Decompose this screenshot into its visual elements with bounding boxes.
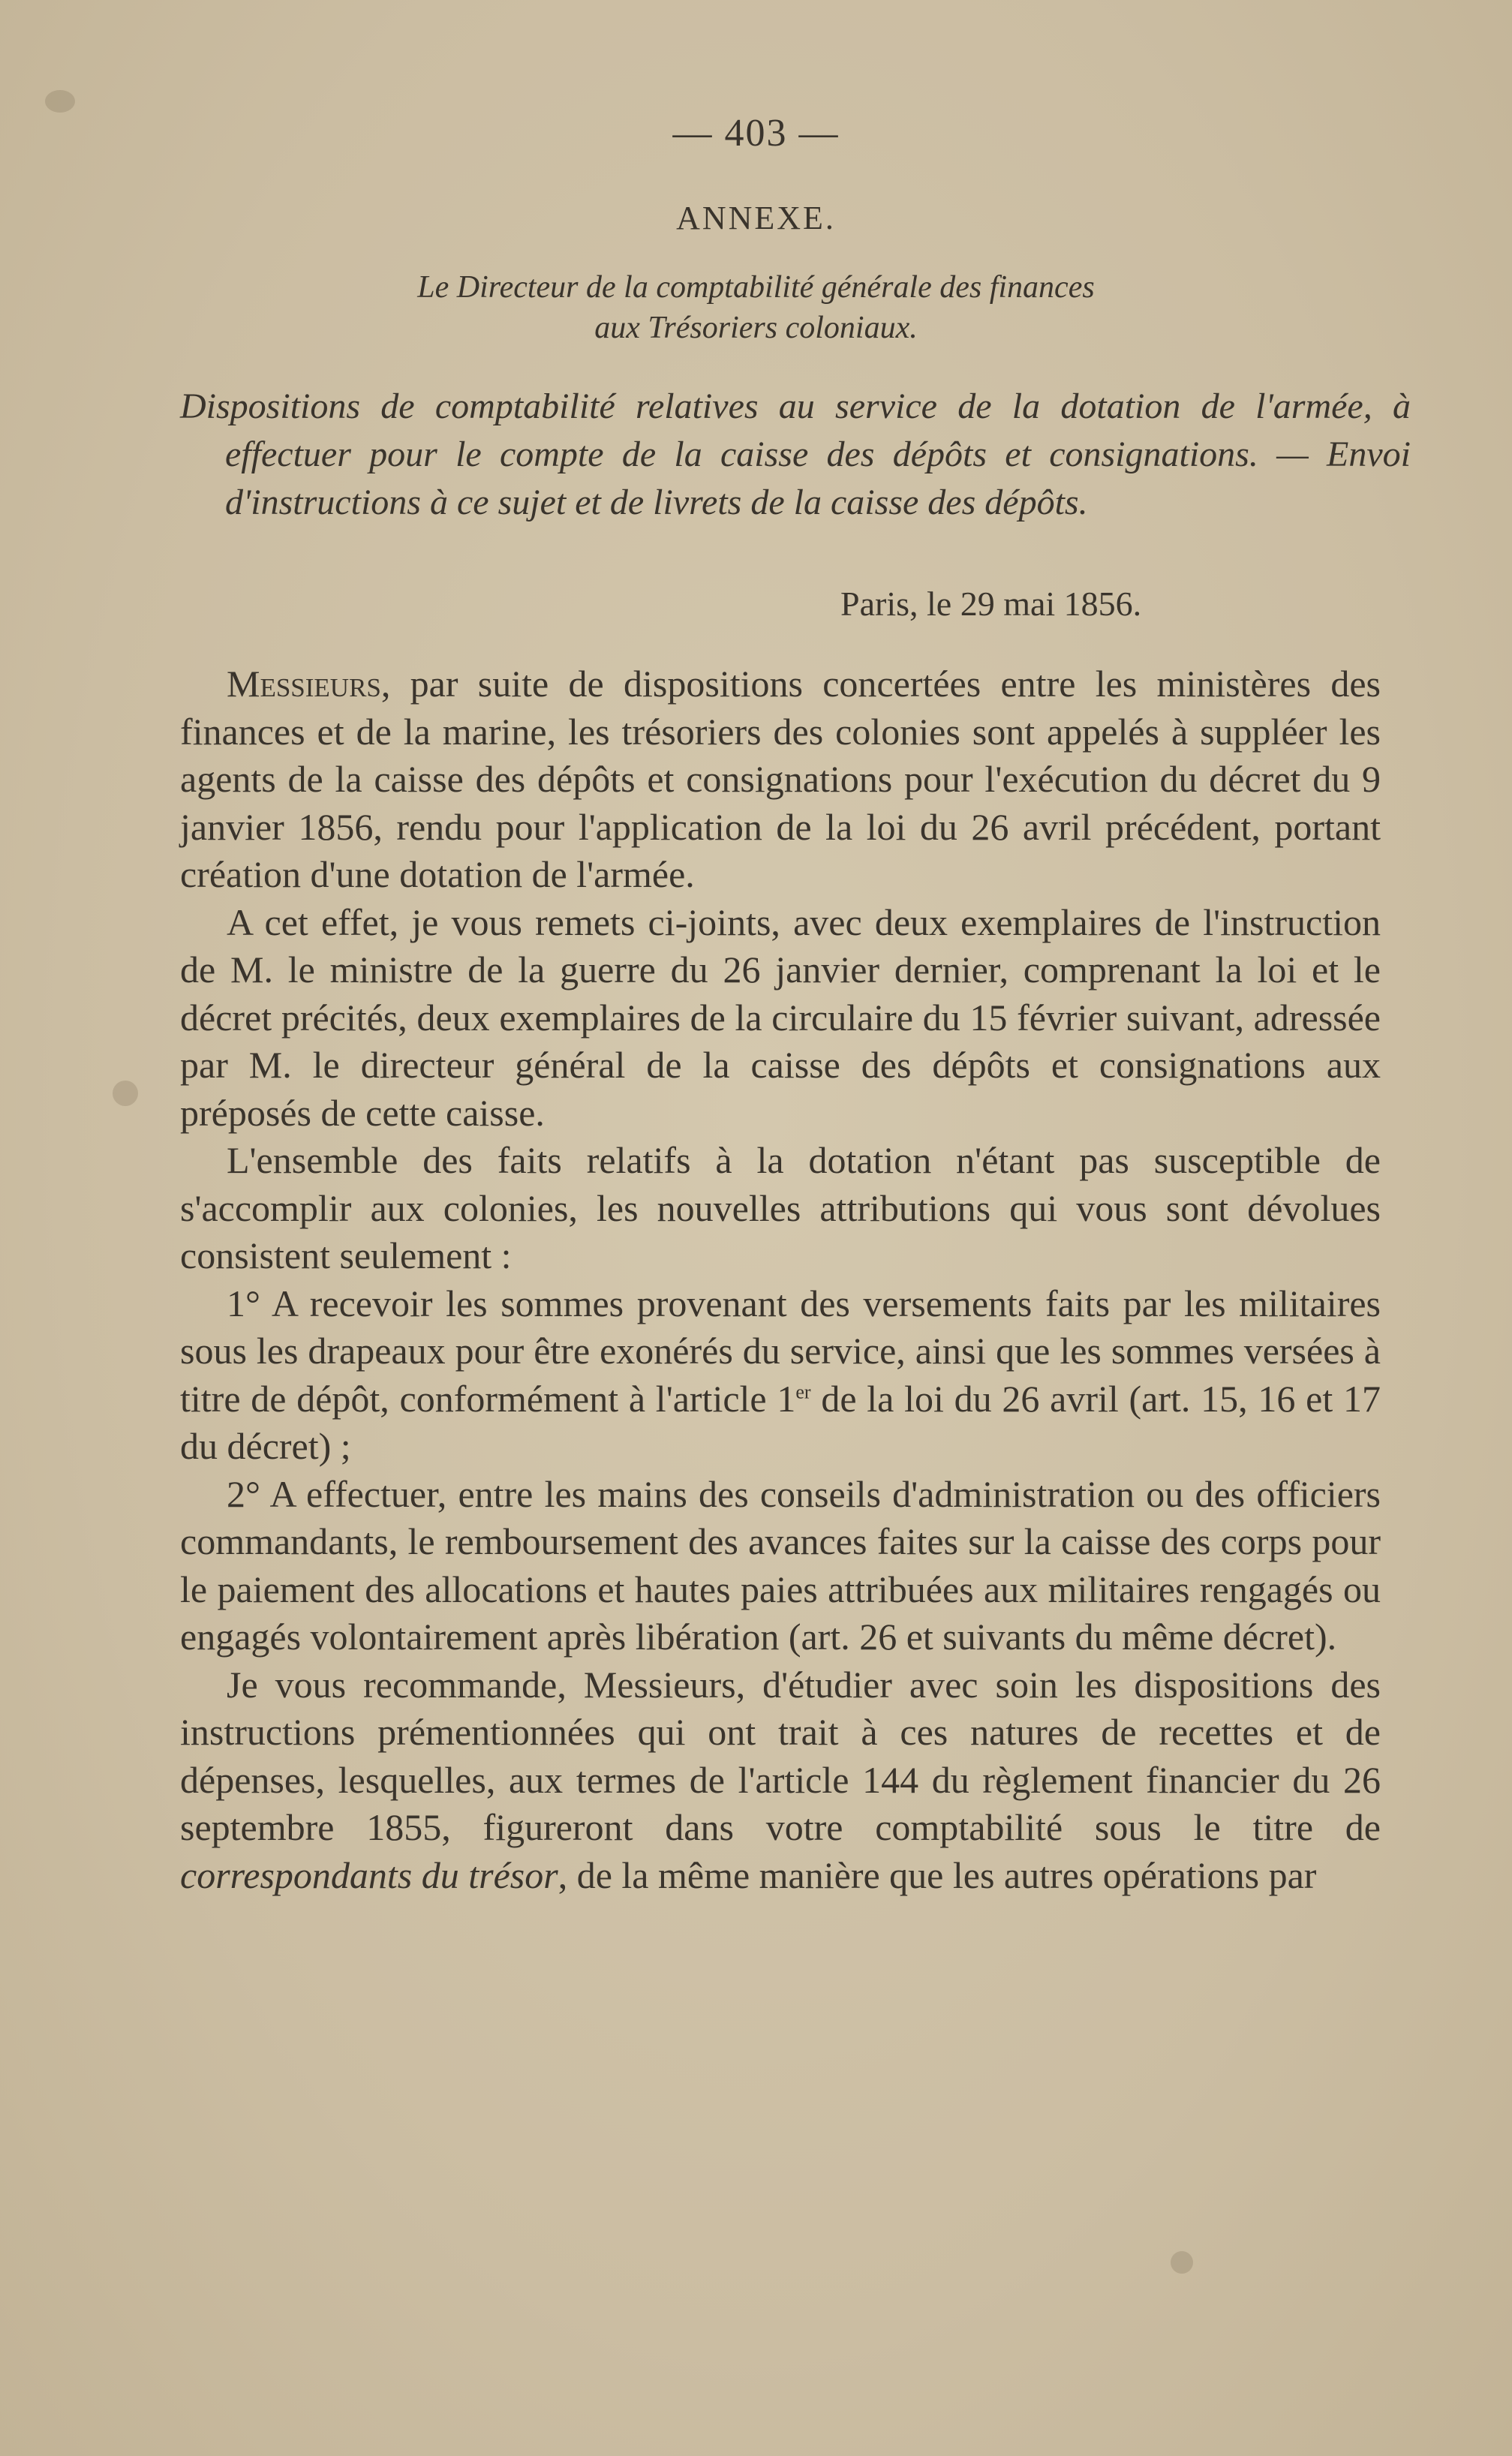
- list-item: 2° A effectuer, entre les mains des conseils d'administration ou des officiers commandants, le remboursement des avances faites sur la caisse des corps pour le paiement des allocations et hautes paies attribuées aux militaires rengagés ou engagés volontairement après libération (art. 26 et suivants du même décret).: [180, 1472, 1381, 1658]
- date-line: Paris, le 29 mai 1856.: [840, 585, 1142, 623]
- list-item: 1° A recevoir les sommes provenant des versements faits par les militaires sous les drapeaux pour être exonérés du service, ainsi que les sommes versées à titre de dépôt, conformément à l'article 1er de la loi du 26 avril (art. 15, 16 et 17 du décret) ;: [180, 1282, 1381, 1467]
- paragraph: A cet effet, je vous remets ci-joints, avec deux exemplaires de l'instruction de M. le ministre de la guerre du 26 janvier dernier, comprenant la loi et le décret précités, deux exemplaires de la circulaire du 15 février suivant, adressée par M. le directeur général de la caisse des dépôts et consignations aux préposés de cette caisse.: [180, 900, 1381, 1134]
- addressee-line-2: aux Trésoriers coloniaux.: [594, 311, 918, 345]
- paragraph: Messieurs, par suite de dispositions concertées entre les ministères des finances et de la marine, les trésoriers des colonies sont appelés à suppléer les agents de la caisse des dépôts et consignations pour l'exécution du décret du 9 janvier 1856, rendu pour l'application de la loi du 26 avril précédent, portant création d'une dotation de l'armée.: [180, 663, 1381, 895]
- paper-stain: [1171, 2251, 1193, 2274]
- addressee: [0, 267, 1512, 348]
- paper-stain: [45, 90, 75, 113]
- subject-heading: Dispositions de comptabilité relatives au service de la dotation de l'armée, à effectuer pour le compte de la caisse des dépôts et consignations. — Envoi d'instructions à ce sujet et de livrets de la caisse des dépôts.: [180, 386, 1411, 522]
- salutation: Messieurs: [227, 663, 381, 705]
- page-number: — 403 —: [672, 112, 840, 155]
- paragraph: L'ensemble des faits relatifs à la dotation n'étant pas susceptible de s'accomplir aux colonies, les nouvelles attributions qui vous sont dévolues consistent seulement :: [180, 1139, 1381, 1276]
- annexe-title: ANNEXE.: [676, 200, 836, 236]
- addressee-line-1: Le Directeur de la comptabilité générale des finances: [417, 270, 1095, 305]
- paper-stain: [113, 1081, 138, 1106]
- letter-body: [180, 660, 1381, 1899]
- paragraph: Je vous recommande, Messieurs, d'étudier avec soin les dispositions des instructions prémentionnées qui ont trait à ces natures de recettes et de dépenses, lesquelles, aux termes de l'article 144 du règlement financier du 26 septembre 1855, figureront dans votre comptabilité sous le titre de correspondants du trésor, de la même manière que les autres opérations par: [180, 1663, 1381, 1896]
